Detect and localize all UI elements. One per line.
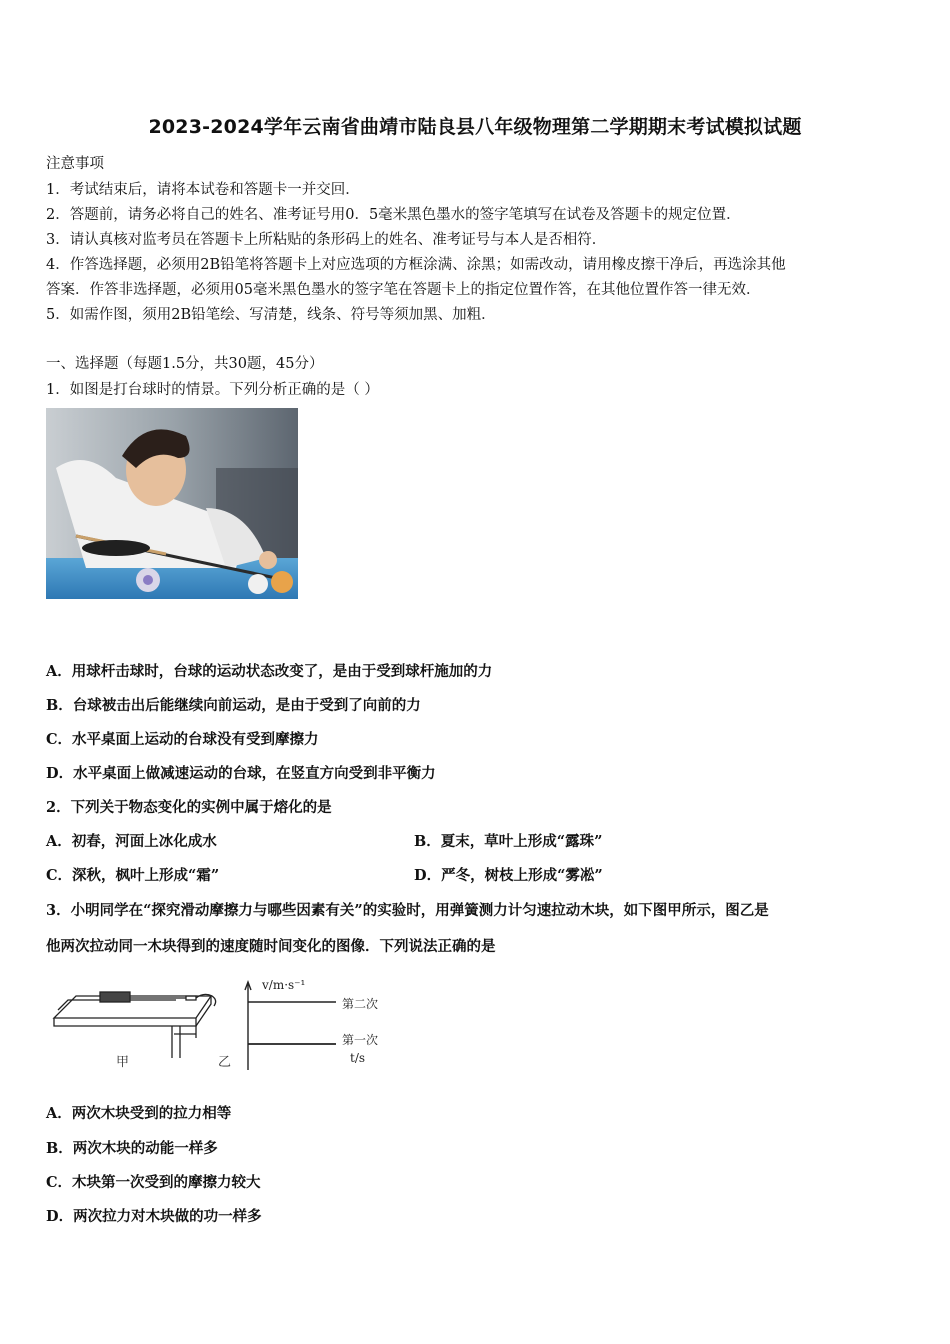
friction-experiment-figure xyxy=(46,974,406,1074)
option-a: A．两次木块受到的拉力相等 xyxy=(46,1105,232,1122)
option-c: C．水平桌面上运动的台球没有受到摩擦力 xyxy=(46,731,319,748)
billiards-photo xyxy=(46,408,298,599)
section-heading: 一、选择题（每题1.5分，共30题，45分） xyxy=(46,356,324,372)
option-d: D．水平桌面上做减速运动的台球，在竖直方向受到非平衡力 xyxy=(46,765,436,782)
x-axis-label: t/s xyxy=(350,1051,366,1065)
question-stem: 3．小明同学在“探究滑动摩擦力与哪些因素有关”的实验时，用弹簧测力计匀速拉动木块，如下图甲所示，图乙是 xyxy=(46,902,769,919)
option-d: D．严冬，树枝上形成“雾凇” xyxy=(414,867,603,884)
line-label-first: 第一次 xyxy=(342,1033,379,1047)
option-b: B．夏末，草叶上形成“露珠” xyxy=(414,833,603,850)
question-stem: 1．如图是打台球时的情景。下列分析正确的是（ ） xyxy=(46,382,379,398)
velocity-time-graph xyxy=(245,982,336,1070)
y-axis-label: v/m·s⁻¹ xyxy=(262,978,306,992)
notice-item: 3．请认真核对监考员在答题卡上所粘贴的条形码上的姓名、准考证号与本人是否相符． xyxy=(46,232,607,248)
table-apparatus xyxy=(54,992,216,1058)
label-yi: 乙 xyxy=(218,1055,232,1070)
notice-item: 5．如需作图，须用2B铅笔绘、写清楚，线条、符号等须加黑、加粗． xyxy=(46,307,496,323)
option-c: C．木块第一次受到的摩擦力较大 xyxy=(46,1174,261,1191)
option-b: B．台球被击出后能继续向前运动，是由于受到了向前的力 xyxy=(46,697,421,714)
question-stem: 2．下列关于物态变化的实例中属于熔化的是 xyxy=(46,799,332,816)
option-c: C．深秋，枫叶上形成“霜” xyxy=(46,867,220,884)
notice-heading: 注意事项 xyxy=(46,156,104,172)
notice-item: 1．考试结束后，请将本试卷和答题卡一并交回． xyxy=(46,182,360,198)
page-title: 2023-2024学年云南省曲靖市陆良县八年级物理第二学期期末考试模拟试题 xyxy=(148,116,802,138)
notice-item: 4．作答选择题，必须用2B铅笔将答题卡上对应选项的方框涂满、涂黑；如需改动，请用橡皮擦干净后，再选涂其他 xyxy=(46,257,786,273)
option-a: A．初春，河面上冰化成水 xyxy=(46,833,217,850)
label-jia: 甲 xyxy=(116,1055,130,1070)
option-a: A．用球杆击球时，台球的运动状态改变了，是由于受到球杆施加的力 xyxy=(46,663,493,680)
option-d: D．两次拉力对木块做的功一样多 xyxy=(46,1208,262,1225)
line-label-second: 第二次 xyxy=(342,997,379,1011)
notice-item: 2．答题前，请务必将自己的姓名、准考证号用0．5毫米黑色墨水的签字笔填写在试卷及答题卡的规定位置． xyxy=(46,207,741,223)
notice-item: 答案．作答非选择题，必须用05毫米黑色墨水的签字笔在答题卡上的指定位置作答，在其他位置作答一律无效． xyxy=(46,282,761,298)
question-stem-continued: 他两次拉动同一木块得到的速度随时间变化的图像．下列说法正确的是 xyxy=(46,938,496,955)
option-b: B．两次木块的动能一样多 xyxy=(46,1140,218,1157)
